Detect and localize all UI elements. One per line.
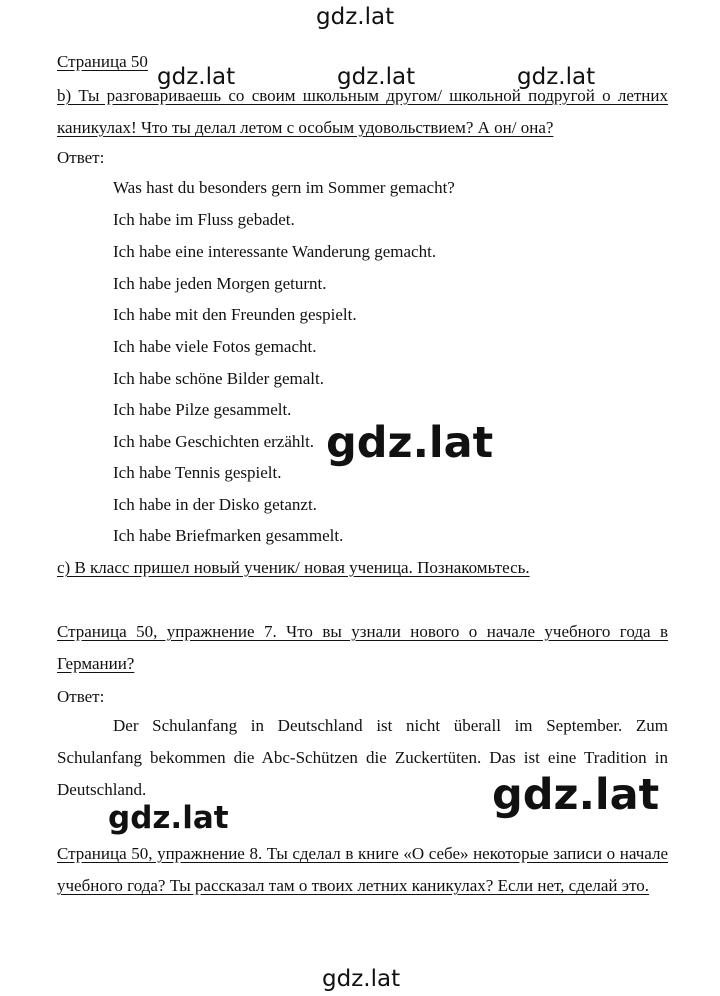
answer-line: Ich habe Pilze gesammelt.	[113, 400, 292, 419]
watermark-row-1: gdz.lat	[157, 64, 236, 90]
answer-line: Ich habe im Fluss gebadet.	[113, 210, 295, 229]
watermark-bottom: gdz.lat	[322, 966, 401, 992]
watermark-right: gdz.lat	[492, 770, 660, 820]
exercise-7-task: Страница 50, упражнение 7. Что вы узнали нового о начале учебного года в Германии?	[57, 622, 668, 673]
answer-line: Ich habe jeden Morgen geturnt.	[113, 274, 327, 293]
page-heading: Страница 50	[57, 52, 148, 71]
watermark-left: gdz.lat	[108, 800, 229, 836]
answer-line: Ich habe viele Fotos gemacht.	[113, 337, 317, 356]
watermark-top: gdz.lat	[316, 4, 395, 30]
exercise-7-answer: Der Schulanfang in Deutschland ist nicht überall im September. Zum Schulanfang bekommen die Abc-Schützen die Zuckertüten. Das ist eine Tradition in Deutschland.	[57, 716, 668, 799]
answer-line: Ich habe in der Disko getanzt.	[113, 495, 317, 514]
exercise-8-task: Страница 50, упражнение 8. Ты сделал в книге «О себе» некоторые записи о начале учебного года? Ты рассказал там о твоих летних каникулах? Если нет, сделай это.	[57, 844, 668, 895]
watermark-row-2: gdz.lat	[337, 64, 416, 90]
watermark-center: gdz.lat	[326, 418, 494, 468]
answer-label-2: Ответ:	[57, 687, 105, 706]
answer-line: Ich habe schöne Bilder gemalt.	[113, 369, 325, 388]
answer-line: Ich habe Briefmarken gesammelt.	[113, 526, 344, 545]
watermark-row-3: gdz.lat	[517, 64, 596, 90]
answer-label: Ответ:	[57, 148, 105, 167]
answer-line: Was hast du besonders gern im Sommer gemacht?	[113, 178, 455, 197]
task-c: c) В класс пришел новый ученик/ новая ученица. Познакомьтесь.	[57, 558, 530, 577]
answer-line: Ich habe mit den Freunden gespielt.	[113, 305, 357, 324]
answer-line: Ich habe Geschichten erzählt.	[113, 432, 315, 451]
answer-line: Ich habe Tennis gespielt.	[113, 463, 282, 482]
answer-line: Ich habe eine interessante Wanderung gemacht.	[113, 242, 437, 261]
task-b: b) Ты разговариваешь со своим школьным другом/ школьной подругой о летних каникулах! Что ты делал летом с особым удовольствием? А он/ она?	[57, 86, 668, 137]
